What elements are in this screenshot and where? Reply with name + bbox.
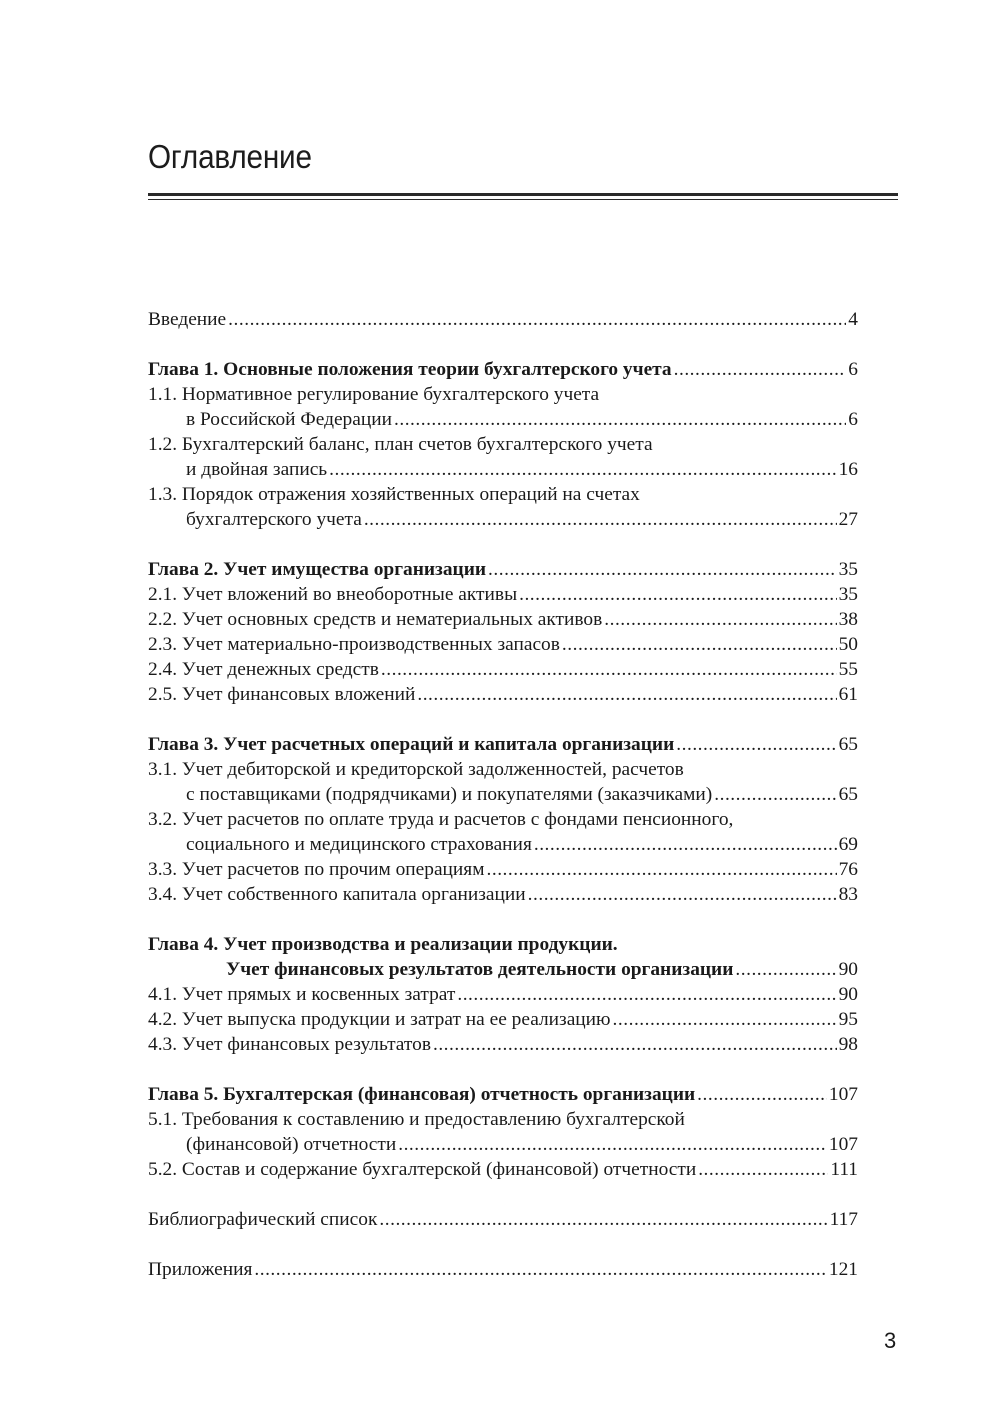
dot-leader	[457, 982, 836, 1007]
toc-chapter-2[interactable]	[148, 557, 858, 582]
toc-page-number: 90	[838, 984, 858, 1005]
toc-page-number: 4	[848, 309, 858, 330]
dot-leader	[613, 1007, 837, 1032]
toc-section-3-2-cont[interactable]	[148, 832, 858, 857]
toc-entry-text: 2.3. Учет материально-производственных запасов	[148, 634, 560, 655]
toc-page-number: 95	[838, 1009, 858, 1030]
toc-section-3-2[interactable]	[148, 807, 858, 832]
toc-section-5-1[interactable]	[148, 1107, 858, 1132]
toc-section-3-3[interactable]	[148, 857, 858, 882]
dot-leader	[735, 957, 836, 982]
toc-entry-text: 3.4. Учет собственного капитала организации	[148, 884, 526, 905]
toc-page-number: 61	[838, 684, 858, 705]
toc-page-number: 76	[838, 859, 858, 880]
dot-leader	[714, 782, 836, 807]
title-rule-thick	[148, 193, 898, 196]
dot-leader	[394, 407, 846, 432]
toc-section-3-1[interactable]	[148, 757, 858, 782]
toc-page-number: 6	[848, 359, 858, 380]
toc-chapter-4-cont[interactable]	[148, 957, 858, 982]
dot-leader	[487, 857, 837, 882]
toc-entry-text: 1.2. Бухгалтерский баланс, план счетов бухгалтерского учета	[148, 434, 653, 455]
dot-leader	[488, 557, 837, 582]
toc-entry-text: 3.3. Учет расчетов по прочим операциям	[148, 859, 485, 880]
toc-page-number: 38	[838, 609, 858, 630]
dot-leader	[433, 1032, 837, 1057]
toc-section-1-2-cont[interactable]	[148, 457, 858, 482]
toc-page-number: 16	[838, 459, 858, 480]
toc-entry-text: 5.2. Состав и содержание бухгалтерской (финансовой) отчетности	[148, 1159, 697, 1180]
table-of-contents	[148, 307, 858, 1282]
page-title: Оглавление	[148, 138, 312, 175]
toc-entry-text: 4.1. Учет прямых и косвенных затрат	[148, 984, 456, 1005]
toc-section-2-3[interactable]	[148, 632, 858, 657]
dot-leader	[674, 357, 847, 382]
page-number: 3	[884, 1328, 897, 1353]
toc-section-2-1[interactable]	[148, 582, 858, 607]
toc-section-3-1-cont[interactable]	[148, 782, 858, 807]
toc-chapter-text: Глава 2. Учет имущества организации	[148, 559, 487, 580]
dot-leader	[228, 307, 846, 332]
toc-section-1-3[interactable]	[148, 482, 858, 507]
toc-entry-text: 3.1. Учет дебиторской и кредиторской задолженностей, расчетов	[148, 759, 684, 780]
toc-entry-text: 4.2. Учет выпуска продукции и затрат на ее реализацию	[148, 1009, 611, 1030]
toc-entry-text: 2.2. Учет основных средств и нематериальных активов	[148, 609, 603, 630]
title-rule-thin	[148, 199, 898, 200]
toc-page-number: 6	[848, 409, 858, 430]
toc-page-number: 98	[838, 1034, 858, 1055]
toc-page-number: 107	[828, 1084, 858, 1105]
toc-chapter-text: Учет финансовых результатов деятельности организации	[226, 959, 734, 980]
toc-entry-intro[interactable]	[148, 307, 858, 332]
toc-entry-text: Приложения	[148, 1259, 253, 1280]
dot-leader	[604, 607, 836, 632]
toc-entry-text: 5.1. Требования к составлению и предоставлению бухгалтерской	[148, 1109, 685, 1130]
toc-section-2-2[interactable]	[148, 607, 858, 632]
toc-entry-text: (финансовой) отчетности	[186, 1134, 397, 1155]
toc-page-number: 65	[838, 784, 858, 805]
dot-leader	[676, 732, 836, 757]
dot-leader	[528, 882, 837, 907]
dot-leader	[697, 1082, 827, 1107]
toc-page-number: 90	[838, 959, 858, 980]
toc-page-number: 111	[830, 1159, 858, 1180]
toc-entry-text: и двойная запись	[186, 459, 328, 480]
toc-section-4-1[interactable]	[148, 982, 858, 1007]
toc-page-number: 65	[838, 734, 858, 755]
dot-leader	[417, 682, 836, 707]
toc-entry-appendix[interactable]	[148, 1257, 858, 1282]
toc-page-number: 35	[838, 584, 858, 605]
dot-leader	[562, 632, 837, 657]
toc-entry-text: с поставщиками (подрядчиками) и покупателями (заказчиками)	[186, 784, 713, 805]
toc-entry-text: 2.1. Учет вложений во внеоборотные активы	[148, 584, 518, 605]
toc-chapter-5[interactable]	[148, 1082, 858, 1107]
toc-section-2-5[interactable]	[148, 682, 858, 707]
toc-entry-text: 1.3. Порядок отражения хозяйственных операций на счетах	[148, 484, 640, 505]
toc-page-number: 55	[838, 659, 858, 680]
dot-leader	[398, 1132, 827, 1157]
toc-page-number: 107	[828, 1134, 858, 1155]
toc-section-1-1[interactable]	[148, 382, 858, 407]
toc-entry-text: 2.5. Учет финансовых вложений	[148, 684, 416, 705]
dot-leader	[381, 657, 837, 682]
toc-chapter-text: Глава 5. Бухгалтерская (финансовая) отчетность организации	[148, 1084, 696, 1105]
toc-section-1-2[interactable]	[148, 432, 858, 457]
toc-section-3-4[interactable]	[148, 882, 858, 907]
toc-chapter-text: Глава 1. Основные положения теории бухгалтерского учета	[148, 359, 672, 380]
toc-page-number: 69	[838, 834, 858, 855]
toc-page-number: 121	[828, 1259, 858, 1280]
toc-entry-text: 3.2. Учет расчетов по оплате труда и расчетов с фондами пенсионного,	[148, 809, 734, 830]
toc-page-number: 83	[838, 884, 858, 905]
toc-page-number: 117	[829, 1209, 858, 1230]
dot-leader	[379, 1207, 827, 1232]
toc-section-4-3[interactable]	[148, 1032, 858, 1057]
toc-entry-text: социального и медицинского страхования	[186, 834, 532, 855]
toc-page-number: 35	[838, 559, 858, 580]
dot-leader	[254, 1257, 827, 1282]
toc-entry-text: бухгалтерского учета	[186, 509, 362, 530]
toc-chapter-text: Глава 4. Учет производства и реализации продукции.	[148, 934, 618, 955]
dot-leader	[364, 507, 837, 532]
toc-section-5-1-cont[interactable]	[148, 1132, 858, 1157]
toc-section-1-3-cont[interactable]	[148, 507, 858, 532]
toc-entry-text: в Российской Федерации	[186, 409, 392, 430]
toc-entry-text: Библиографический список	[148, 1209, 378, 1230]
toc-chapter-4[interactable]	[148, 932, 858, 957]
toc-chapter-1[interactable]	[148, 357, 858, 382]
toc-entry-text: 4.3. Учет финансовых результатов	[148, 1034, 431, 1055]
dot-leader	[698, 1157, 828, 1182]
toc-entry-text: 2.4. Учет денежных средств	[148, 659, 379, 680]
toc-section-4-2[interactable]	[148, 1007, 858, 1032]
toc-section-1-1-cont[interactable]	[148, 407, 858, 432]
toc-chapter-text: Глава 3. Учет расчетных операций и капитала организации	[148, 734, 675, 755]
dot-leader	[329, 457, 836, 482]
toc-entry-bibliography[interactable]	[148, 1207, 858, 1232]
toc-entry-text: Введение	[148, 309, 227, 330]
toc-section-5-2[interactable]	[148, 1157, 858, 1182]
toc-chapter-3[interactable]	[148, 732, 858, 757]
toc-entry-text: 1.1. Нормативное регулирование бухгалтерского учета	[148, 384, 600, 405]
toc-section-2-4[interactable]	[148, 657, 858, 682]
dot-leader	[534, 832, 837, 857]
dot-leader	[519, 582, 837, 607]
toc-page-number: 27	[838, 509, 858, 530]
toc-page-number: 50	[838, 634, 858, 655]
